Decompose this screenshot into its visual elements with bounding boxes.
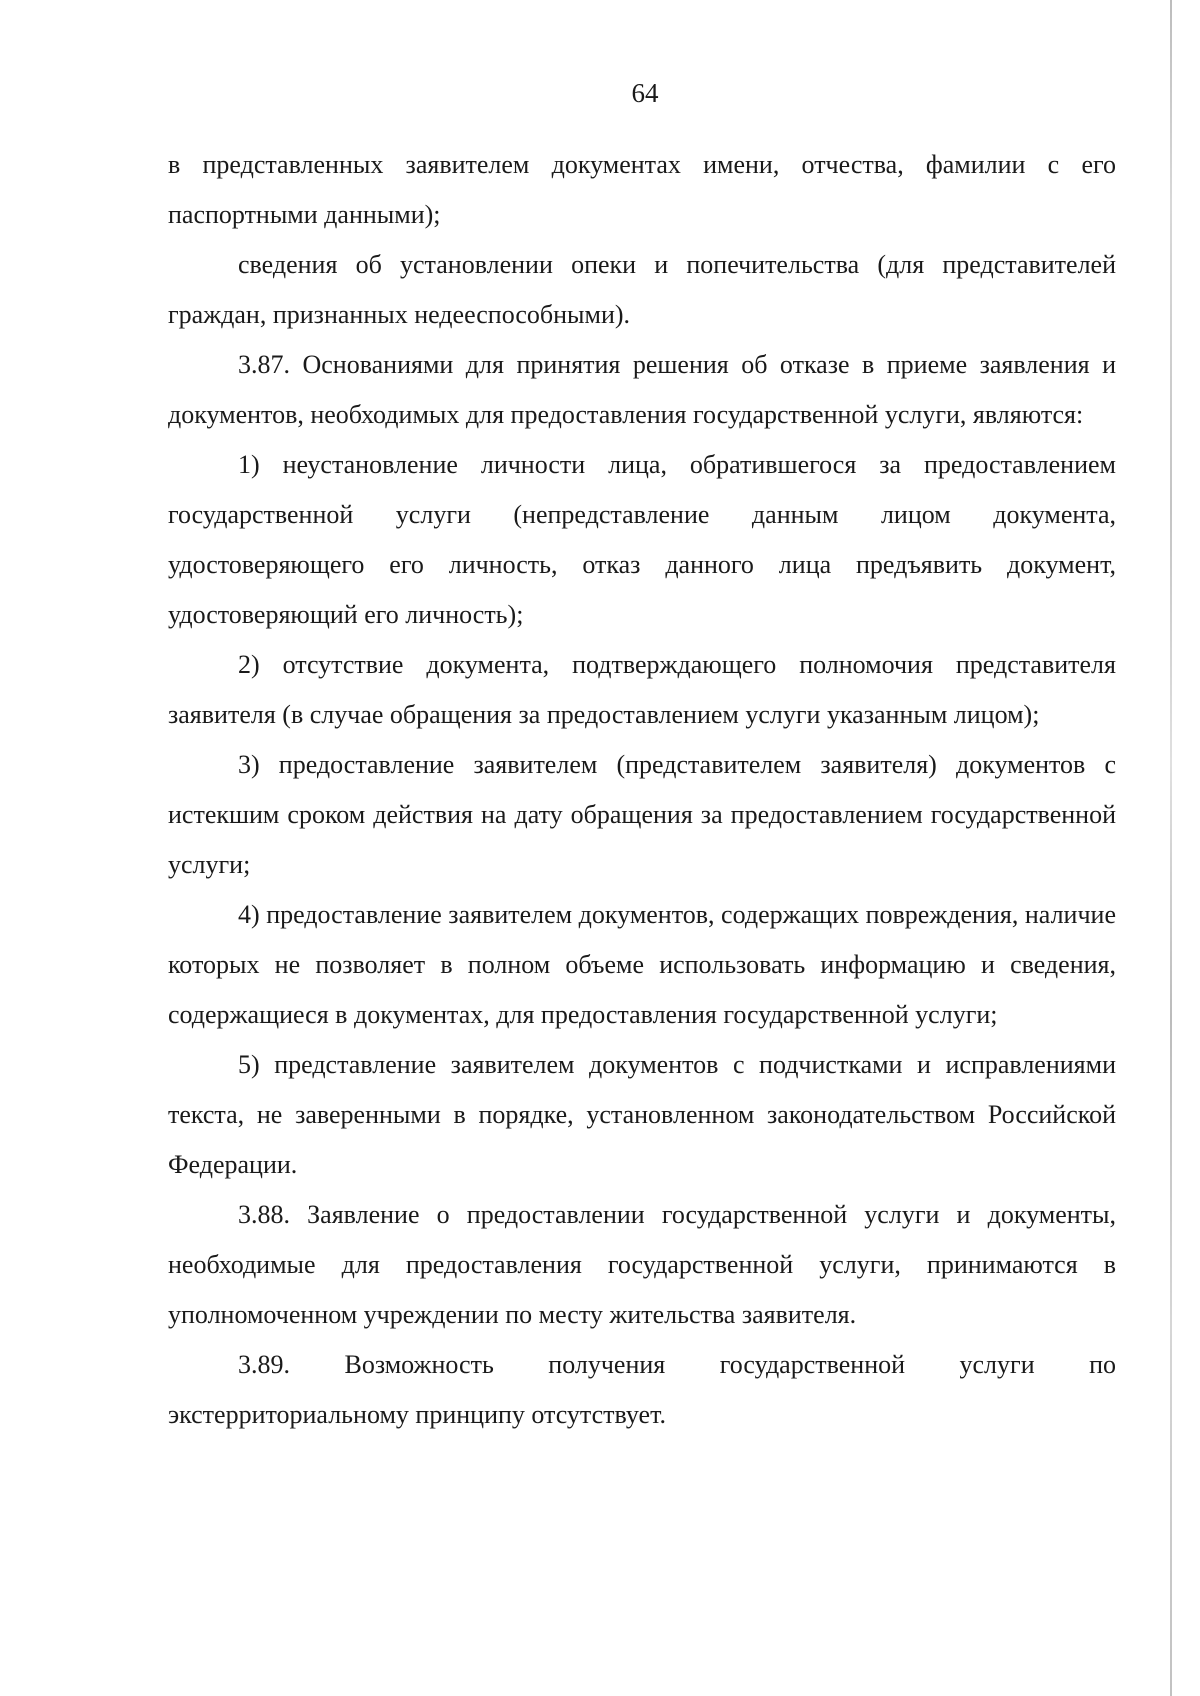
paragraph-3-87: 3.87. Основаниями для принятия решения об отказе в приеме заявления и документов, необходимых для предоставления государственной услуги, являются: bbox=[168, 350, 1116, 429]
paragraph-guardianship: сведения об установлении опеки и попечительства (для представителей граждан, признанных недееспособными). bbox=[168, 250, 1116, 329]
paragraph-item-3: 3) предоставление заявителем (представителем заявителя) документов с истекшим сроком действия на дату обращения за предоставлением государственной услуги; bbox=[168, 750, 1116, 879]
paragraph-item-5: 5) представление заявителем документов с подчистками и исправлениями текста, не заверенными в порядке, установленном законодательством Российской Федерации. bbox=[168, 1050, 1116, 1179]
paragraph-item-2: 2) отсутствие документа, подтверждающего полномочия представителя заявителя (в случае обращения за предоставлением услуги указанным лицом); bbox=[168, 650, 1116, 729]
scan-edge-line bbox=[1170, 0, 1172, 1696]
paragraph-3-88: 3.88. Заявление о предоставлении государственной услуги и документы, необходимые для предоставления государственной услуги, принимаются в уполномоченном учреждении по месту жительства заявителя. bbox=[168, 1200, 1116, 1329]
document-body bbox=[168, 140, 1116, 1440]
page-number: 64 bbox=[631, 78, 659, 108]
paragraph-item-1: 1) неустановление личности лица, обратившегося за предоставлением государственной услуги (непредставление данным лицом документа, удостоверяющего его личность, отказ данного лица предъявить документ, удостоверяющий его личность); bbox=[168, 450, 1116, 629]
paragraph-3-89: 3.89. Возможность получения государственной услуги по экстерриториальному принципу отсутствует. bbox=[168, 1350, 1116, 1429]
paragraph-passport-data: в представленных заявителем документах имени, отчества, фамилии с его паспортными данными); bbox=[168, 150, 1116, 229]
paragraph-item-4: 4) предоставление заявителем документов, содержащих повреждения, наличие которых не позволяет в полном объеме использовать информацию и сведения, содержащиеся в документах, для предоставления государственной услуги; bbox=[168, 900, 1116, 1029]
